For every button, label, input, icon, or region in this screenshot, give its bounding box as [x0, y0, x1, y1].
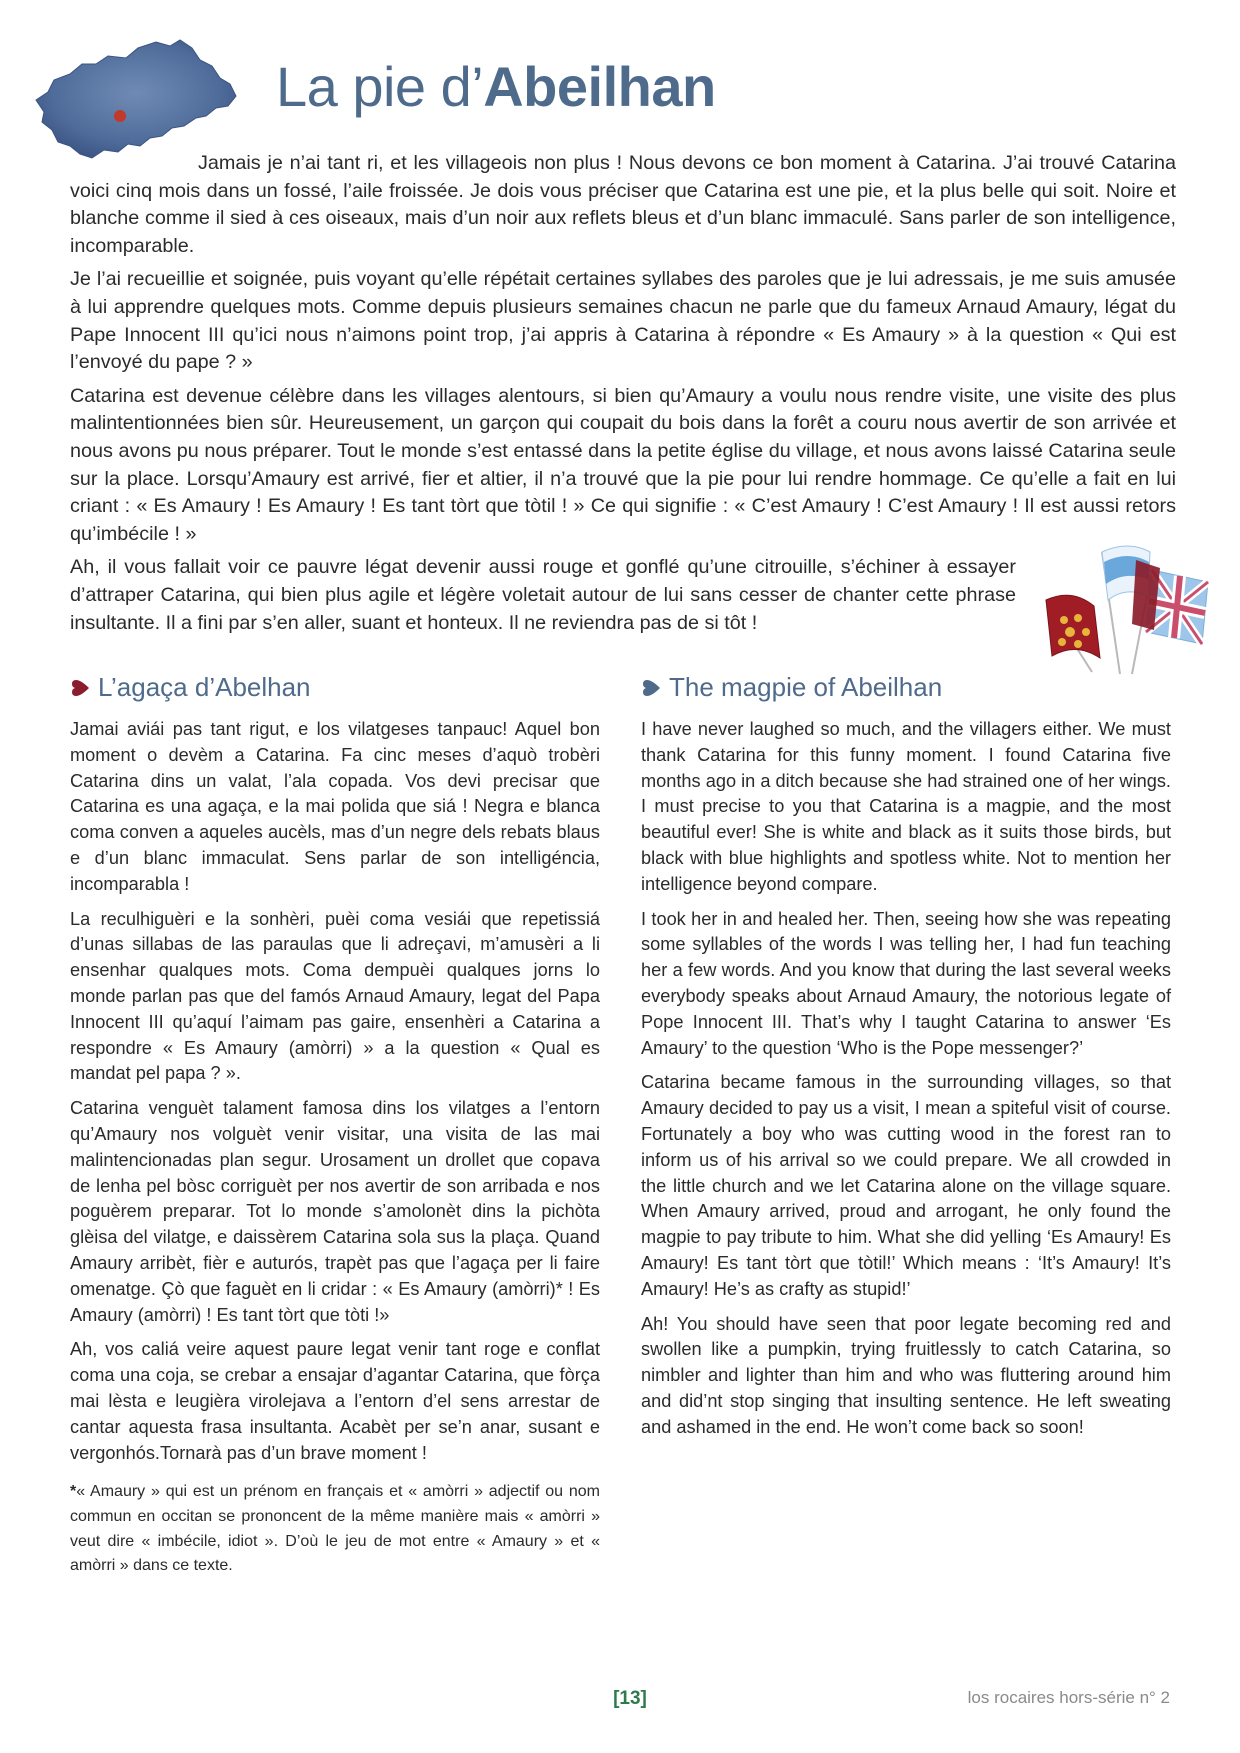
intro-paragraph: Catarina est devenue célèbre dans les villages alentours, si bien qu’Amaury a voulu nous rendre visite, une visite des plus malintentionnées bien sûr. Heureusement, un garçon qui coupait du bois dans la forêt a couru nous avertir de son arrivée et nous avons pu nous préparer. Tout le monde s’est entassé dans la petite église du village, et nous avons laissé Catarina seule sur la place. Lorsqu’Amaury est arrivé, fier et altier, il n’a trouvé que la pie pour lui rendre hommage. Ce qu’elle a fait en lui criant : « Es Amaury ! Es Amaury ! Es tant tòrt que tòtil ! » Ce qui signifie : « C’est Amaury ! C’est Amaury ! Il est aussi retors qu’imbécile ! » [70, 384, 1176, 545]
intro-paragraph: Je l’ai recueillie et soignée, puis voyant qu’elle répétait certaines syllabes des paroles que je lui adressais, je me suis amusée à lui apprendre quelques mots. Comme depuis plusieurs semaines chacun ne parle que du fameux Arnaud Amaury, légat du Pape Innocent III qu’ici nous n’aimons point trop, j’ai appris à Catarina à répondre « Es Amaury » à la question « Qui est l’envoyé du pape ? » [70, 268, 1176, 374]
occitan-paragraph: Jamai aviái pas tant rigut, e los vilatgeses tanpauc! Aquel bon moment o devèm a Catarina. Fa cinc meses d’aquò trobèri Catarina dins un valat, l’ala copada. Vos devi precisar que Catarina es una agaça, e la mai polida que siá ! Negra e blanca coma conven a aqueles aucèls, mas d’un negre dels rebats blaus e d’un blanc immaculat. Sens parlar de son intelligéncia, incomparabla ! [70, 719, 600, 894]
occitan-paragraph: La reculhiguèri e la sonhèri, puèi coma vesiái que repetissiá d’unas sillabas de las paraulas que li adreçavi, m’amusèri a li ensenhar qualques mots. Coma dempuèi qualques jorns lo monde parlan pas que del famós Arnaud Amaury, legat del Papa Innocent III qu’aquí l’aimam pas gaire, ensenhèri a Catarina a respondre « Es Amaury (amòrri) » a la question « Qual es mandat pel papa ? ». [70, 908, 600, 1084]
english-column [641, 672, 1171, 1450]
intro-paragraph: Ah, il vous fallait voir ce pauvre légat devenir aussi rouge et gonflé qu’une citrouille, s’échiner à essayer d’attraper Catarina, qui bien plus agile et légère voletait autour de lui sans cesser de chanter cette phrase insultante. Il a fini par s’en aller, suant et honteux. Il ne reviendra pas de si tôt ! [70, 556, 1016, 634]
flags-icon [1032, 540, 1224, 680]
heart-bullet-icon [70, 677, 92, 699]
occitan-column [70, 672, 600, 1588]
publication-name: los rocaires hors-série n° 2 [967, 1688, 1170, 1707]
heart-bullet-icon [641, 677, 663, 699]
footnote-marker: * [70, 1483, 77, 1501]
page-number: [13] [613, 1688, 647, 1709]
page-title [276, 54, 716, 119]
occitan-paragraph: Catarina venguèt talament famosa dins los vilatges a l’entorn qu’Amaury nos volguèt venir visitar, una visita de las mai malintencionadas plan segur. Urosament un drollet que copava de lenha pel bòsc corriguèt per nos avertir de son arribada e nos poguèrem preparar. Tot lo monde s’amolonèt dins la pichòta glèisa del vilatge, e daissèrem Catarina sola sus la plaça. Quand Amaury arribèt, fièr e auturós, trapèt pas que l’agaça per li faire omenatge. Çò que faguèt en li cridar : « Es Amaury (amòrri)* ! Es Amaury (amòrri) ! Es tant tòrt que tòti !» [70, 1098, 600, 1325]
english-paragraph: Ah! You should have seen that poor legate becoming red and swollen like a pumpkin, trying fruitlessly to catch Catarina, so nimbler and lighter than him and who was fluttering around him and did’nt stop singing that insulting sentence. He left sweating and ashamed in the end. He won’t come back so soon! [641, 1313, 1171, 1437]
english-heading [641, 672, 1171, 703]
intro-paragraph: Jamais je n’ai tant ri, et les villageois non plus ! Nous devons ce bon moment à Catarina. J’ai trouvé Catarina voici cinq mois dans un fossé, l’aile froissée. Je dois vous préciser que Catarina est une pie, et la plus belle qui soit. Noire et blanche comme il sied à ces oiseaux, mais d’un noir aux reflets bleus et d’un blanc immaculé. Sans parler de son intelligence, incomparable. [70, 152, 1176, 257]
intro-text [70, 150, 1176, 646]
title-prefix: La pie d’ [276, 55, 484, 118]
title-name: Abeilhan [483, 55, 716, 118]
occitan-heading [70, 672, 600, 703]
footnote [70, 1480, 600, 1578]
herault-map-icon [30, 34, 250, 166]
occitan-heading-text: L’agaça d’Abelhan [98, 672, 311, 702]
english-paragraph: I have never laughed so much, and the villagers either. We must thank Catarina for this funny moment. I found Catarina five months ago in a ditch because she had strained one of her wings. I must precise to you that Catarina is a magpie, and the most beautiful ever! She is white and black as it suits those birds, but black with blue highlights and spotless white. Not to mention her intelligence beyond compare. [641, 719, 1171, 894]
english-paragraph: I took her in and healed her. Then, seeing how she was repeating some syllables of the words I was telling her, I had fun teaching her a few words. And you know that during the last several weeks everybody speaks about Arnaud Amaury, the notorious legate of Pope Innocent III. That’s why I taught Catarina to answer ‘Es Amaury’ to the question ‘Who is the Pope messenger?’ [641, 908, 1171, 1058]
english-heading-text: The magpie of Abeilhan [669, 672, 943, 702]
footnote-text: « Amaury » qui est un prénom en français et « amòrri » adjectif ou nom commun en occitan se prononcent de la même manière mais « amòrri » veut dire « imbécile, idiot ». D’où le jeu de mot entre « Amaury » et « amòrri » dans ce texte. [70, 1483, 600, 1575]
occitan-paragraph: Ah, vos caliá veire aquest paure legat venir tant roge e conflat coma una coja, se crebar a ensajar d’agantar Catarina, que fòrça mai lèsta e leugièra virolejava a l’entorn d’el sens arrestar de cantar aquesta frasa insultanta. Acabèt per se’n anar, susant e vergonhós.Tornarà pas d’un brave moment ! [70, 1339, 600, 1463]
english-paragraph: Catarina became famous in the surrounding villages, so that Amaury decided to pay us a visit, I mean a spiteful visit of course. Fortunately a boy who was cutting wood in the forest ran to inform us of his arrival so we could prepare. We all crowded in the little church and we let Catarina alone on the village square. When Amaury arrived, proud and arrogant, he only found the magpie to pay tribute to him. What she did yelling ‘Es Amaury! Es Amaury! Es tant tòrt que tòtil!’ Which means : ‘It’s Amaury! It’s Amaury! He’s as crafty as stupid!’ [641, 1072, 1171, 1299]
